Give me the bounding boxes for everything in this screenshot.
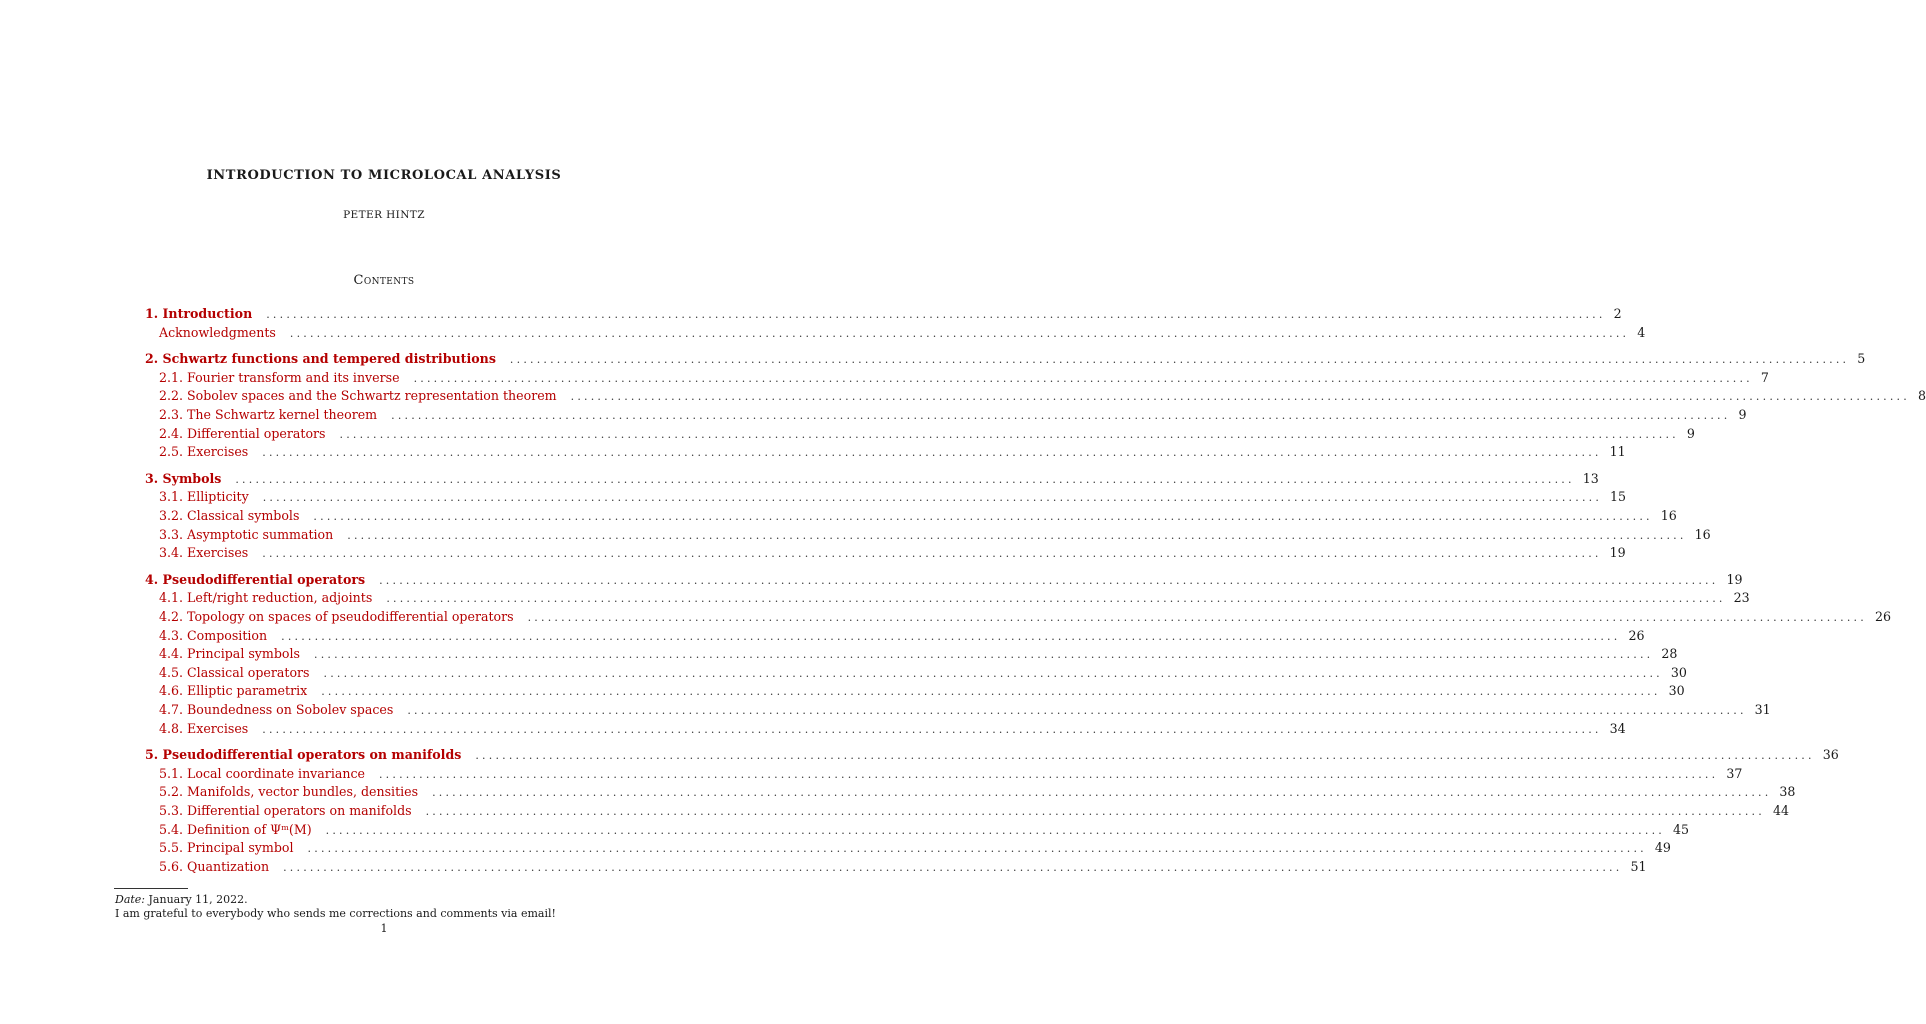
toc-entry-link[interactable]: 4.1. Left/right reduction, adjoints <box>159 590 373 606</box>
toc-entry-link[interactable]: 3.2. Classical symbols <box>159 508 300 523</box>
toc-page-number: 45 <box>1672 821 1690 837</box>
toc-entry-link[interactable]: 2.3. The Schwartz kernel theorem <box>159 407 378 422</box>
toc-subsection-entry[interactable] <box>159 682 1685 700</box>
toc-leader-dots: ........................................................................................................................................................................................................ <box>339 427 1679 441</box>
toc-leader-dots: ........................................................................................................................................................................................................ <box>386 592 1726 606</box>
toc-subsection-entry[interactable] <box>159 645 1678 663</box>
toc-entry-link[interactable]: 2.2. Sobolev spaces and the Schwartz representation theorem <box>159 388 557 404</box>
toc-entry-link[interactable]: 5.4. Definition of Ψᵐ(M) <box>159 821 312 837</box>
toc-entry-link[interactable]: 4.3. Composition <box>159 627 268 643</box>
toc-leader-dots: ........................................................................................................................................................................................................ <box>347 528 1687 542</box>
toc-section-entry[interactable] <box>145 571 1743 589</box>
toc-page-number: 44 <box>1772 803 1789 818</box>
toc-page-number: 15 <box>1610 489 1627 505</box>
toc-page-number: 51 <box>1630 858 1647 874</box>
toc-page-number: 36 <box>1822 747 1839 763</box>
toc-leader-dots: ........................................................................................................................................................................................................ <box>391 409 1731 422</box>
toc-page-number: 19 <box>1609 545 1626 561</box>
toc-page-number: 11 <box>1609 444 1626 460</box>
toc-page-number: 26 <box>1628 627 1645 643</box>
toc-leader-dots: ........................................................................................................................................................................................................ <box>527 611 1867 624</box>
toc-page-number: 5 <box>1857 351 1866 367</box>
toc-entry-link[interactable]: 3.4. Exercises <box>159 545 249 561</box>
toc-subsection-entry[interactable] <box>159 443 1626 461</box>
toc-subsection-entry[interactable] <box>159 608 1891 626</box>
toc-page-number: 7 <box>1760 369 1769 385</box>
footnote-date-label: Date: <box>115 893 146 906</box>
toc-page-number: 9 <box>1686 425 1695 441</box>
footnote-rule <box>114 888 188 889</box>
toc-subsection-entry[interactable] <box>159 627 1645 645</box>
toc-entry-link[interactable]: 3.1. Ellipticity <box>159 489 249 505</box>
toc-section-entry[interactable] <box>145 305 1622 323</box>
toc-entry-link[interactable]: 4.8. Exercises <box>159 720 249 736</box>
toc-leader-dots: ........................................................................................................................................................................................................ <box>289 326 1630 340</box>
toc-subsection-entry[interactable] <box>159 425 1695 443</box>
toc-entry-link[interactable]: 5.2. Manifolds, vector bundles, densities <box>159 784 419 800</box>
toc-entry-link[interactable]: 2. Schwartz functions and tempered distributions <box>145 351 496 367</box>
toc-entry-link[interactable]: 2.5. Exercises <box>159 444 249 460</box>
toc-entry-link[interactable]: 4.2. Topology on spaces of pseudodifferential operators <box>159 609 514 624</box>
toc-leader-dots: ........................................................................................................................................................................................................ <box>475 749 1815 763</box>
toc-leader-dots: ........................................................................................................................................................................................................ <box>323 666 1663 680</box>
toc-subsection-entry[interactable] <box>159 839 1671 857</box>
toc-leader-dots: ........................................................................................................................................................................................................ <box>425 805 1765 818</box>
footnote-date-value: January 11, 2022. <box>148 893 248 906</box>
toc-subsection-entry[interactable] <box>159 544 1626 562</box>
toc-subsection-entry[interactable] <box>159 488 1627 506</box>
toc-subsection-entry[interactable] <box>159 406 1747 424</box>
page-number: 1 <box>380 922 388 935</box>
toc-section-entry[interactable] <box>145 470 1599 488</box>
toc-subsection-entry[interactable] <box>159 324 1646 342</box>
toc-subsection-entry[interactable] <box>159 507 1677 525</box>
toc-leader-dots: ........................................................................................................................................................................................................ <box>262 722 1602 736</box>
toc-page-number: 8 <box>1917 388 1926 404</box>
footnote-date <box>115 893 248 907</box>
toc-leader-dots: ........................................................................................................................................................................................................ <box>262 446 1602 460</box>
toc-page-number: 13 <box>1582 470 1599 486</box>
toc-page-number: 16 <box>1660 508 1677 523</box>
toc-subsection-entry[interactable] <box>159 701 1771 719</box>
toc-page-number: 26 <box>1874 609 1891 624</box>
toc-page-number: 4 <box>1637 324 1646 340</box>
toc-subsection-entry[interactable] <box>159 858 1647 876</box>
toc-leader-dots: ........................................................................................................................................................................................................ <box>262 547 1602 561</box>
toc-leader-dots: ........................................................................................................................................................................................................ <box>509 353 1850 367</box>
toc-entry-link[interactable]: 5.6. Quantization <box>159 858 270 874</box>
toc-entry-link[interactable]: 5.3. Differential operators on manifolds <box>159 803 412 818</box>
toc-page-number: 30 <box>1668 683 1685 699</box>
toc-leader-dots: ........................................................................................................................................................................................................ <box>432 786 1772 800</box>
toc-leader-dots: ........................................................................................................................................................................................................ <box>407 704 1747 717</box>
toc-entry-link[interactable]: 2.1. Fourier transform and its inverse <box>159 369 400 385</box>
toc-entry-link[interactable]: 5. Pseudodifferential operators on manifolds <box>145 747 462 763</box>
toc-leader-dots: ........................................................................................................................................................................................................ <box>262 491 1603 505</box>
toc-leader-dots: ........................................................................................................................................................................................................ <box>307 842 1647 856</box>
toc-leader-dots: ........................................................................................................................................................................................................ <box>413 371 1753 385</box>
toc-page-number: 9 <box>1738 407 1747 422</box>
toc-subsection-entry[interactable] <box>159 821 1690 839</box>
toc-leader-dots: ........................................................................................................................................................................................................ <box>281 629 1621 643</box>
footnote-thanks: I am grateful to everybody who sends me corrections and comments via email! <box>115 907 556 920</box>
toc-leader-dots: ........................................................................................................................................................................................................ <box>570 390 1910 404</box>
toc-entry-link[interactable]: 3. Symbols <box>145 470 222 486</box>
toc-leader-dots: ........................................................................................................................................................................................................ <box>266 308 1606 321</box>
toc-page-number: 31 <box>1754 702 1771 717</box>
toc-page-number: 19 <box>1726 571 1743 587</box>
toc-subsection-entry[interactable] <box>159 664 1687 682</box>
toc-entry-link[interactable]: 1. Introduction <box>145 306 253 321</box>
toc-entry-link[interactable]: Acknowledgments <box>159 324 276 340</box>
toc-subsection-entry[interactable] <box>159 526 1711 544</box>
toc-leader-dots: ........................................................................................................................................................................................................ <box>313 510 1653 523</box>
toc-leader-dots: ........................................................................................................................................................................................................ <box>283 860 1623 874</box>
author-name: PETER HINTZ <box>343 209 425 221</box>
toc-entry-link[interactable]: 4.5. Classical operators <box>159 664 310 680</box>
toc-subsection-entry[interactable] <box>159 720 1626 738</box>
toc-section-entry[interactable] <box>145 746 1839 764</box>
toc-page-number: 23 <box>1733 590 1750 606</box>
toc-page-number: 16 <box>1694 526 1711 542</box>
toc-leader-dots: ........................................................................................................................................................................................................ <box>321 685 1661 699</box>
toc-leader-dots: ........................................................................................................................................................................................................ <box>325 823 1665 837</box>
toc-entry-link[interactable]: 5.1. Local coordinate invariance <box>159 765 365 781</box>
toc-subsection-entry[interactable] <box>159 387 1926 405</box>
toc-entry-link[interactable]: 5.5. Principal symbol <box>159 840 294 856</box>
toc-entry-link[interactable]: 4.7. Boundedness on Sobolev spaces <box>159 702 394 717</box>
toc-entry-link[interactable]: 4.4. Principal symbols <box>159 646 301 662</box>
toc-page-number: 37 <box>1726 765 1743 781</box>
toc-leader-dots: ........................................................................................................................................................................................................ <box>379 573 1719 587</box>
toc-page-number: 28 <box>1661 646 1678 662</box>
toc-entry-link[interactable]: 4.6. Elliptic parametrix <box>159 683 308 699</box>
toc-subsection-entry[interactable] <box>159 783 1796 801</box>
toc-subsection-entry[interactable] <box>159 765 1743 783</box>
toc-page-number: 2 <box>1613 306 1622 321</box>
toc-subsection-entry[interactable] <box>159 802 1789 820</box>
toc-entry-link[interactable]: 2.4. Differential operators <box>159 425 326 441</box>
toc-page-number: 49 <box>1654 840 1671 856</box>
toc-section-entry[interactable] <box>145 350 1866 368</box>
toc-leader-dots: ........................................................................................................................................................................................................ <box>235 472 1575 486</box>
toc-page-number: 30 <box>1670 664 1687 680</box>
toc-entry-link[interactable]: 4. Pseudodifferential operators <box>145 571 366 587</box>
toc-page-number: 34 <box>1609 720 1626 736</box>
paper-title: INTRODUCTION TO MICROLOCAL ANALYSIS <box>206 168 562 183</box>
toc-entry-link[interactable]: 3.3. Asymptotic summation <box>159 526 334 542</box>
toc-leader-dots: ........................................................................................................................................................................................................ <box>378 767 1719 781</box>
contents-heading: Contents <box>353 273 415 288</box>
toc-leader-dots: ........................................................................................................................................................................................................ <box>314 648 1654 662</box>
toc-subsection-entry[interactable] <box>159 589 1750 607</box>
toc-subsection-entry[interactable] <box>159 369 1769 387</box>
toc-page-number: 38 <box>1779 784 1796 800</box>
